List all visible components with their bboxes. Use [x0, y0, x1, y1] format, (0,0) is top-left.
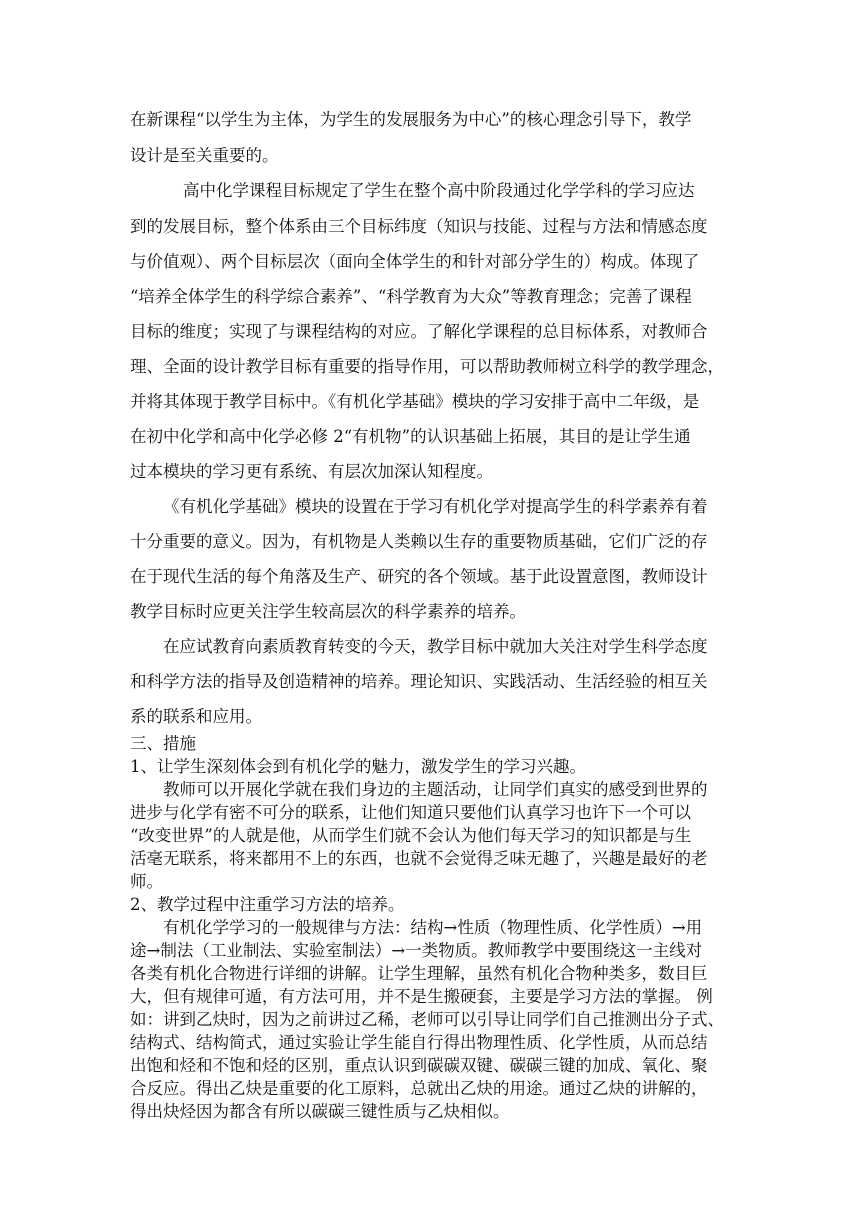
paragraph-line: 在应试教育向素质教育转变的今天，教学目标中就加大关注对学生科学态度: [163, 637, 708, 656]
paragraph-line: 在初中化学和高中化学必修 2“有机物”的认识基础上拓展，其目的是让学生通: [130, 427, 691, 446]
paragraph-line: 设计是至关重要的。: [130, 146, 279, 165]
paragraph-line: 教师可以开展化学就在我们身边的主题活动，让同学们真实的感受到世界的: [163, 780, 708, 799]
paragraph-line: 各类有机化合物进行详细的讲解。让学生理解，虽然有机化合物种类多，数目巨: [130, 964, 708, 983]
paragraph-line: 《有机化学基础》模块的设置在于学习有机化学对提高学生的科学素养有着: [163, 497, 708, 516]
paragraph-line: “培养全体学生的科学综合素养”、“科学教育为大众”等教育理念；完善了课程: [130, 287, 692, 306]
paragraph-line: 进步与化学有密不可分的联系，让他们知道只要他们认真学习也许下一个可以: [130, 803, 691, 822]
paragraph-line: 结构式、结构简式，通过实验让学生能自行得出物理性质、化学性质，从而总结: [130, 1033, 708, 1052]
paragraph-line: 合反应。得出乙炔是重要的化工原料，总就出乙炔的用途。通过乙炔的讲解的，: [130, 1079, 708, 1098]
list-item-title: 2、教学过程中注重学习方法的培养。: [130, 895, 405, 914]
paragraph-line: 系的联系和应用。: [130, 707, 262, 726]
paragraph-line: 过本模块的学习更有系统、有层次加深认知程度。: [130, 462, 493, 481]
paragraph-line: 在于现代生活的每个角落及生产、研究的各个领域。基于此设置意图，教师设计: [130, 567, 708, 586]
paragraph-line: 活毫无联系，将来都用不上的东西，也就不会觉得乏味无趣了，兴趣是最好的老: [130, 849, 708, 868]
paragraph-line: 得出炔烃因为都含有所以碳碳三键性质与乙炔相似。: [130, 1102, 510, 1121]
paragraph-line: 途→制法（工业制法、实验室制法）→一类物质。教师教学中要围绕这一主线对: [130, 941, 703, 960]
paragraph-line: 有机化学学习的一般规律与方法：结构→性质（物理性质、化学性质）→用: [163, 918, 703, 937]
paragraph-line: 教学目标时应更关注学生较高层次的科学素养的培养。: [130, 602, 526, 621]
paragraph-line: 如：讲到乙炔时，因为之前讲过乙稀，老师可以引导让同学们自己推测出分子式、: [130, 1010, 724, 1029]
paragraph-line: 高中化学课程目标规定了学生在整个高中阶段通过化学学科的学习应达: [183, 181, 695, 200]
list-item-title: 1、让学生深刻体会到有机化学的魅力，激发学生的学习兴趣。: [130, 757, 586, 776]
paragraph-line: “改变世界”的人就是他，从而学生们就不会认为他们每天学习的知识都是与生: [130, 826, 692, 845]
paragraph-line: 出饱和烃和不饱和烃的区别，重点认识到碳碳双键、碳碳三键的加成、氧化、聚: [130, 1056, 708, 1075]
paragraph-line: 十分重要的意义。因为，有机物是人类赖以生存的重要物质基础，它们广泛的存: [130, 532, 708, 551]
section-heading: 三、措施: [130, 734, 196, 753]
paragraph-line: 大，但有规律可遁，有方法可用，并不是生搬硬套，主要是学习方法的掌握。 例: [130, 987, 713, 1006]
paragraph-line: 目标的维度；实现了与课程结构的对应。了解化学课程的总目标体系，对教师合: [130, 322, 708, 341]
paragraph-line: 师。: [130, 872, 163, 891]
paragraph-line: 与价值观）、两个目标层次（面向全体学生的和针对部分学生的）构成。体现了: [130, 252, 700, 271]
paragraph-line: 在新课程“以学生为主体，为学生的发展服务为中心”的核心理念引导下，教学: [130, 110, 692, 129]
paragraph-line: 和科学方法的指导及创造精神的培养。理论知识、实践活动、生活经验的相互关: [130, 672, 708, 691]
paragraph-line: 并将其体现于教学目标中。《有机化学基础》模块的学习安排于高中二年级，是: [130, 392, 700, 411]
paragraph-line: 到的发展目标，整个体系由三个目标纬度（知识与技能、过程与方法和情感态度: [130, 217, 708, 236]
paragraph-line: 理、全面的设计教学目标有重要的指导作用，可以帮助教师树立科学的教学理念，: [130, 357, 724, 376]
